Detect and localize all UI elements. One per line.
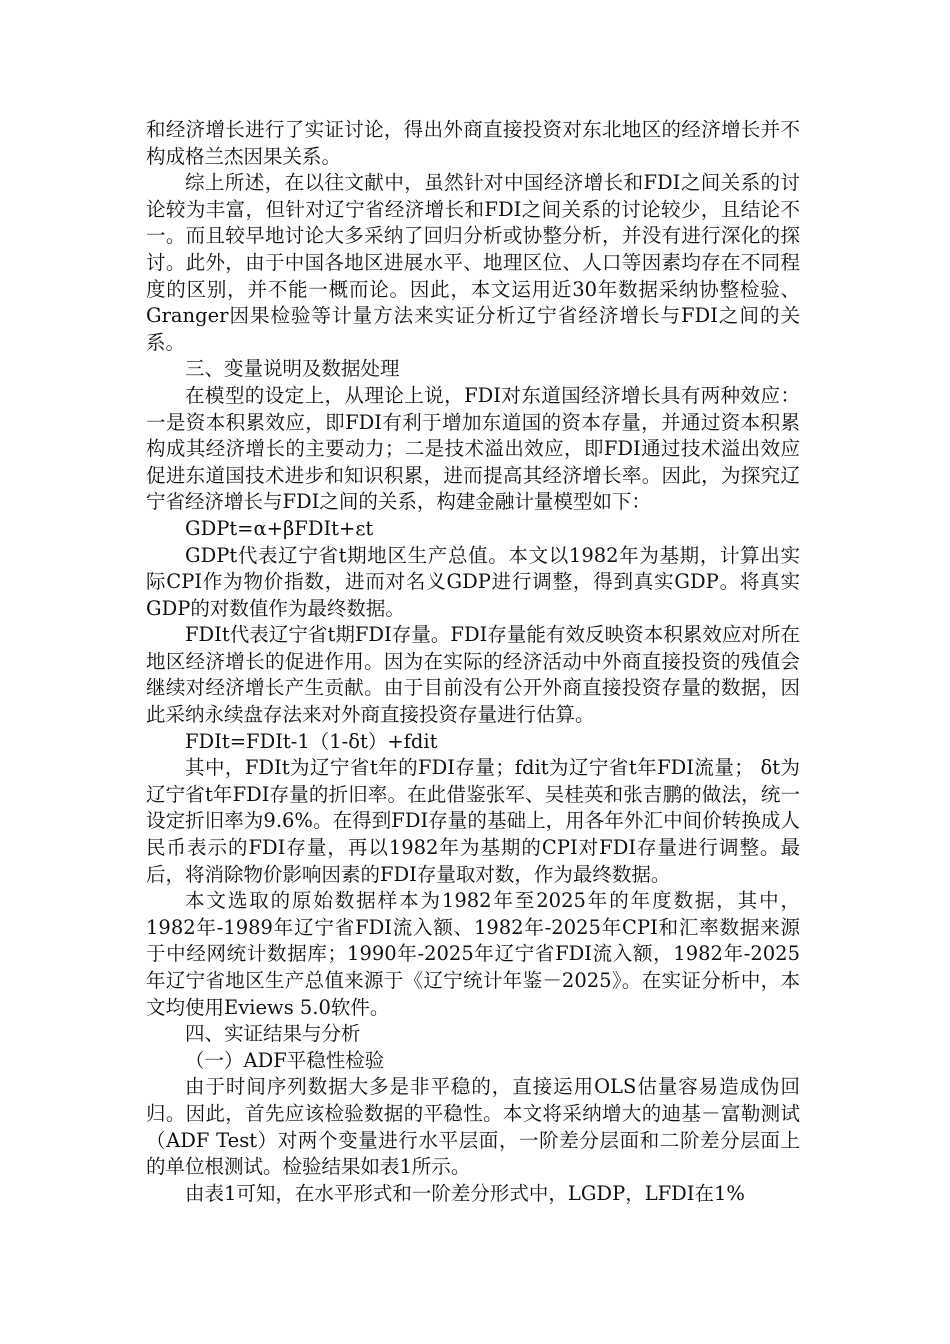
section-heading-variables: 三、变量说明及数据处理: [185, 357, 400, 381]
paragraph-depreciation: 其中，FDIt为辽宁省t年的FDI存量；fdit为辽宁省t年FDI流量； δt为辽宁省t年FDI存量的折旧率。在此借鉴张军、吴桂英和张吉鹏的做法，统一设定折旧率为9.6%。在得到FDI存量的基础上，用各年外汇中间价转换成人民币表示的FDI存量，再以1982年为基期的CPI对FDI存量进行调整。最后，将消除物价影响因素的FDI存量取对数，作为最终数据。: [146, 756, 800, 886]
paragraph-literature-summary: 综上所述，在以往文献中，虽然针对中国经济增长和FDI之间关系的讨论较为丰富，但针对辽宁省经济增长和FDI之间关系的讨论较少，且结论不一。而且较早地讨论大多采纳了回归分析或协整分析，并没有进行深化的探讨。此外，由于中国各地区进展水平、地理区位、人口等因素均存在不同程度的区别，并不能一概而论。因此，本文运用近30年数据采纳协整检验、Granger因果检验等计量方法来实证分析辽宁省经济增长与FDI之间的关系。: [146, 171, 800, 354]
paragraph-data-sources: 本文选取的原始数据样本为1982年至2025年的年度数据，其中，1982年-1989年辽宁省FDI流入额、1982年-2025年CPI和汇率数据来源于中经网统计数据库；1990年-2025年辽宁省FDI流入额，1982年-2025年辽宁省地区生产总值来源于《辽宁统计年鉴－2025》。在实证分析中，本文均使用Eviews 5.0软件。: [146, 889, 800, 1019]
subsection-heading-adf: （一）ADF平稳性检验: [185, 1048, 385, 1072]
section-heading-results: 四、实证结果与分析: [185, 1022, 361, 1046]
paragraph-continuation: 和经济增长进行了实证讨论，得出外商直接投资对东北地区的经济增长并不构成格兰杰因果关系。: [146, 118, 800, 168]
paragraph-table1-result: 由表1可知，在水平形式和一阶差分形式中，LGDP，LFDI在1%: [185, 1181, 745, 1205]
document-body: [146, 117, 800, 1207]
paragraph-fdi-definition: FDIt代表辽宁省t期FDI存量。FDI存量能有效反映资本积累效应对所在地区经济增长的促进作用。因为在实际的经济活动中外商直接投资的残值会继续对经济增长产生贡献。由于目前没有公开外商直接投资存量的数据，因此采纳永续盘存法来对外商直接投资存量进行估算。: [146, 623, 800, 727]
paragraph-model-setup: 在模型的设定上，从理论上说，FDI对东道国经济增长具有两种效应：一是资本积累效应，即FDI有利于增加东道国的资本存量，并通过资本积累构成其经济增长的主要动力；二是技术溢出效应，即FDI通过技术溢出效应促进东道国技术进步和知识积累，进而提高其经济增长率。因此，为探究辽宁省经济增长与FDI之间的关系，构建金融计量模型如下：: [146, 383, 800, 514]
paragraph-gdp-definition: GDPt代表辽宁省t期地区生产总值。本文以1982年为基期，计算出实际CPI作为物价指数，进而对名义GDP进行调整，得到真实GDP。将真实GDP的对数值作为最终数据。: [146, 543, 800, 620]
paragraph-adf-test: 由于时间序列数据大多是非平稳的，直接运用OLS估量容易造成伪回归。因此，首先应该检验数据的平稳性。本文将采纳增大的迪基－富勒测试（ADF Test）对两个变量进行水平层面，一阶差分层面和二阶差分层面上的单位根测试。检验结果如表1所示。: [146, 1075, 800, 1179]
formula-fdi-stock: FDIt=FDIt-1（1-δt）+fdit: [185, 729, 438, 753]
formula-gdp-model: GDPt=α+βFDIt+εt: [185, 516, 374, 540]
